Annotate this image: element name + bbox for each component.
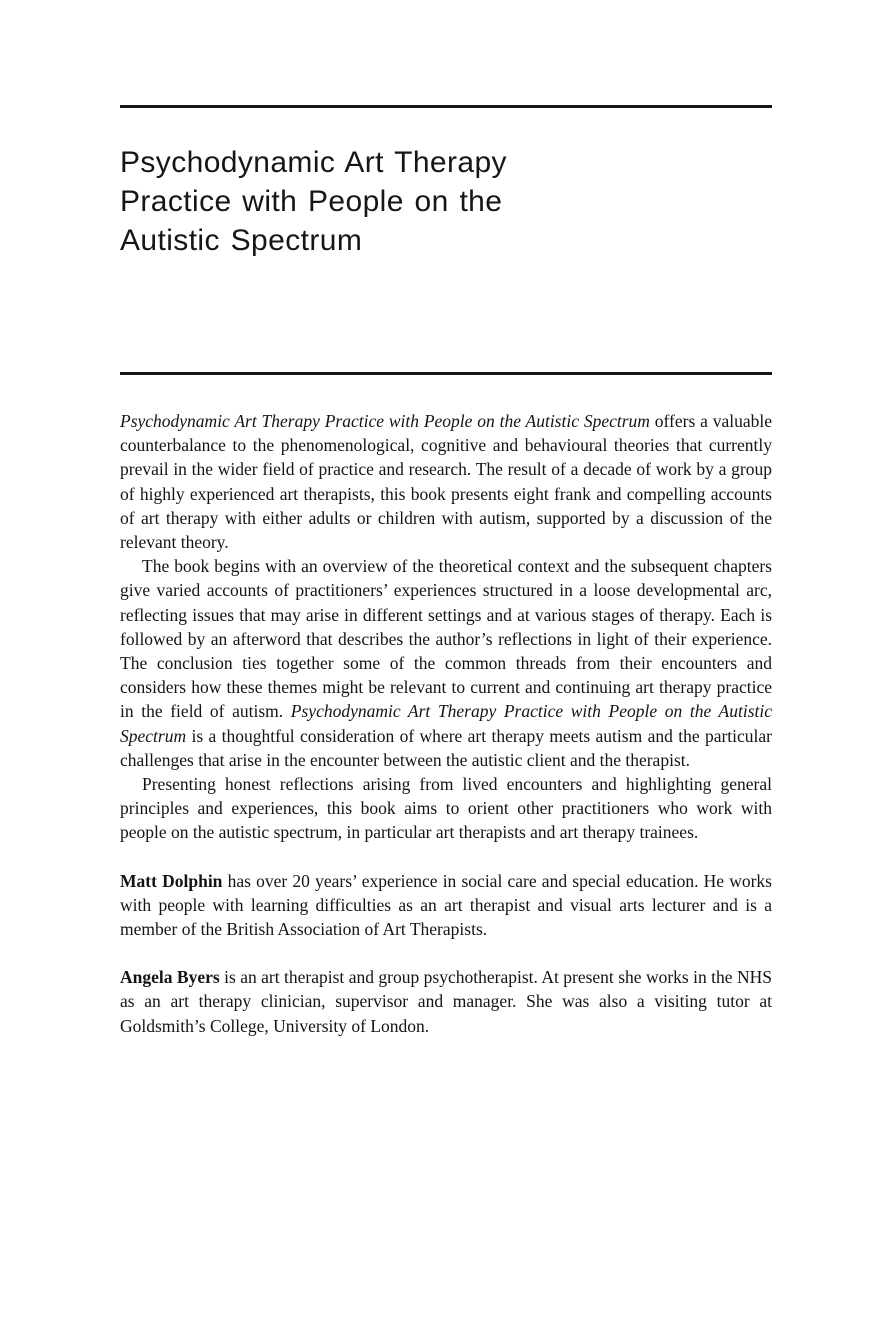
book-title-italic-mention-2: Psychodynamic Art Therapy Practice with People on the Autistic Spectrum — [120, 701, 772, 746]
page-title — [120, 143, 780, 260]
blurb-paragraph-3 — [120, 772, 772, 845]
blurb-paragraph-2-text-after: is a thoughtful consideration of where art therapy meets autism and the particular challenges that arise in the encounter between the autistic client and the therapist. — [120, 725, 772, 770]
author-bio-2 — [120, 965, 772, 1038]
author-bio-1 — [120, 869, 772, 942]
author-2-name: Angela Byers — [120, 967, 220, 988]
author-2-bio-text: is an art therapist and group psychotherapist. At present she works in the NHS as an art therapy clinician, supervisor and manager. She was also a visiting tutor at Goldsmith’s College, University of London. — [120, 967, 772, 1036]
author-1-bio-text: has over 20 years’ experience in social care and special education. He works with people with learning difficulties as an art therapist and visual arts lecturer and is a member of the British Association of Art Therapists. — [120, 870, 772, 940]
page-title-line-1: Psychodynamic Art Therapy — [120, 146, 507, 180]
middle-rule-divider — [120, 372, 772, 375]
blurb-paragraph-1 — [120, 409, 772, 554]
blurb-paragraph-2 — [120, 554, 772, 772]
book-blurb — [120, 409, 772, 1038]
author-1-name: Matt Dolphin — [120, 870, 223, 891]
blurb-paragraph-3-text: Presenting honest reflections arising from lived encounters and highlighting general principles and experiences, this book aims to orient other practitioners who work with people on the autistic spectrum, in particular art therapists and art therapy trainees. — [120, 774, 772, 843]
blurb-paragraph-1-text: offers a valuable counterbalance to the phenomenological, cognitive and behavioural theories that currently prevail in the wider field of practice and research. The result of a decade of work by a group of highly experienced art therapists, this book presents eight frank and compelling accounts of art therapy with either adults or children with autism, supported by a discussion of the relevant theory. — [120, 411, 772, 553]
blurb-paragraph-2-text-before: The book begins with an overview of the theoretical context and the subsequent chapters give varied accounts of practitioners’ experiences structured in a loose developmental arc, reflecting issues that may arise in different settings and at various stages of therapy. Each is followed by an afterword that describes the author’s reflections in light of their experience. The conclusion ties together some of the common threads from their encounters and considers how these themes might be relevant to current and continuing art therapy practice in the field of autism. — [120, 556, 772, 722]
page-title-line-3: Autistic Spectrum — [120, 224, 363, 258]
book-title-italic-mention-1: Psychodynamic Art Therapy Practice with People on the Autistic Spectrum — [120, 411, 650, 431]
page-title-line-2: Practice with People on the — [120, 185, 503, 219]
top-rule-divider — [120, 105, 772, 108]
